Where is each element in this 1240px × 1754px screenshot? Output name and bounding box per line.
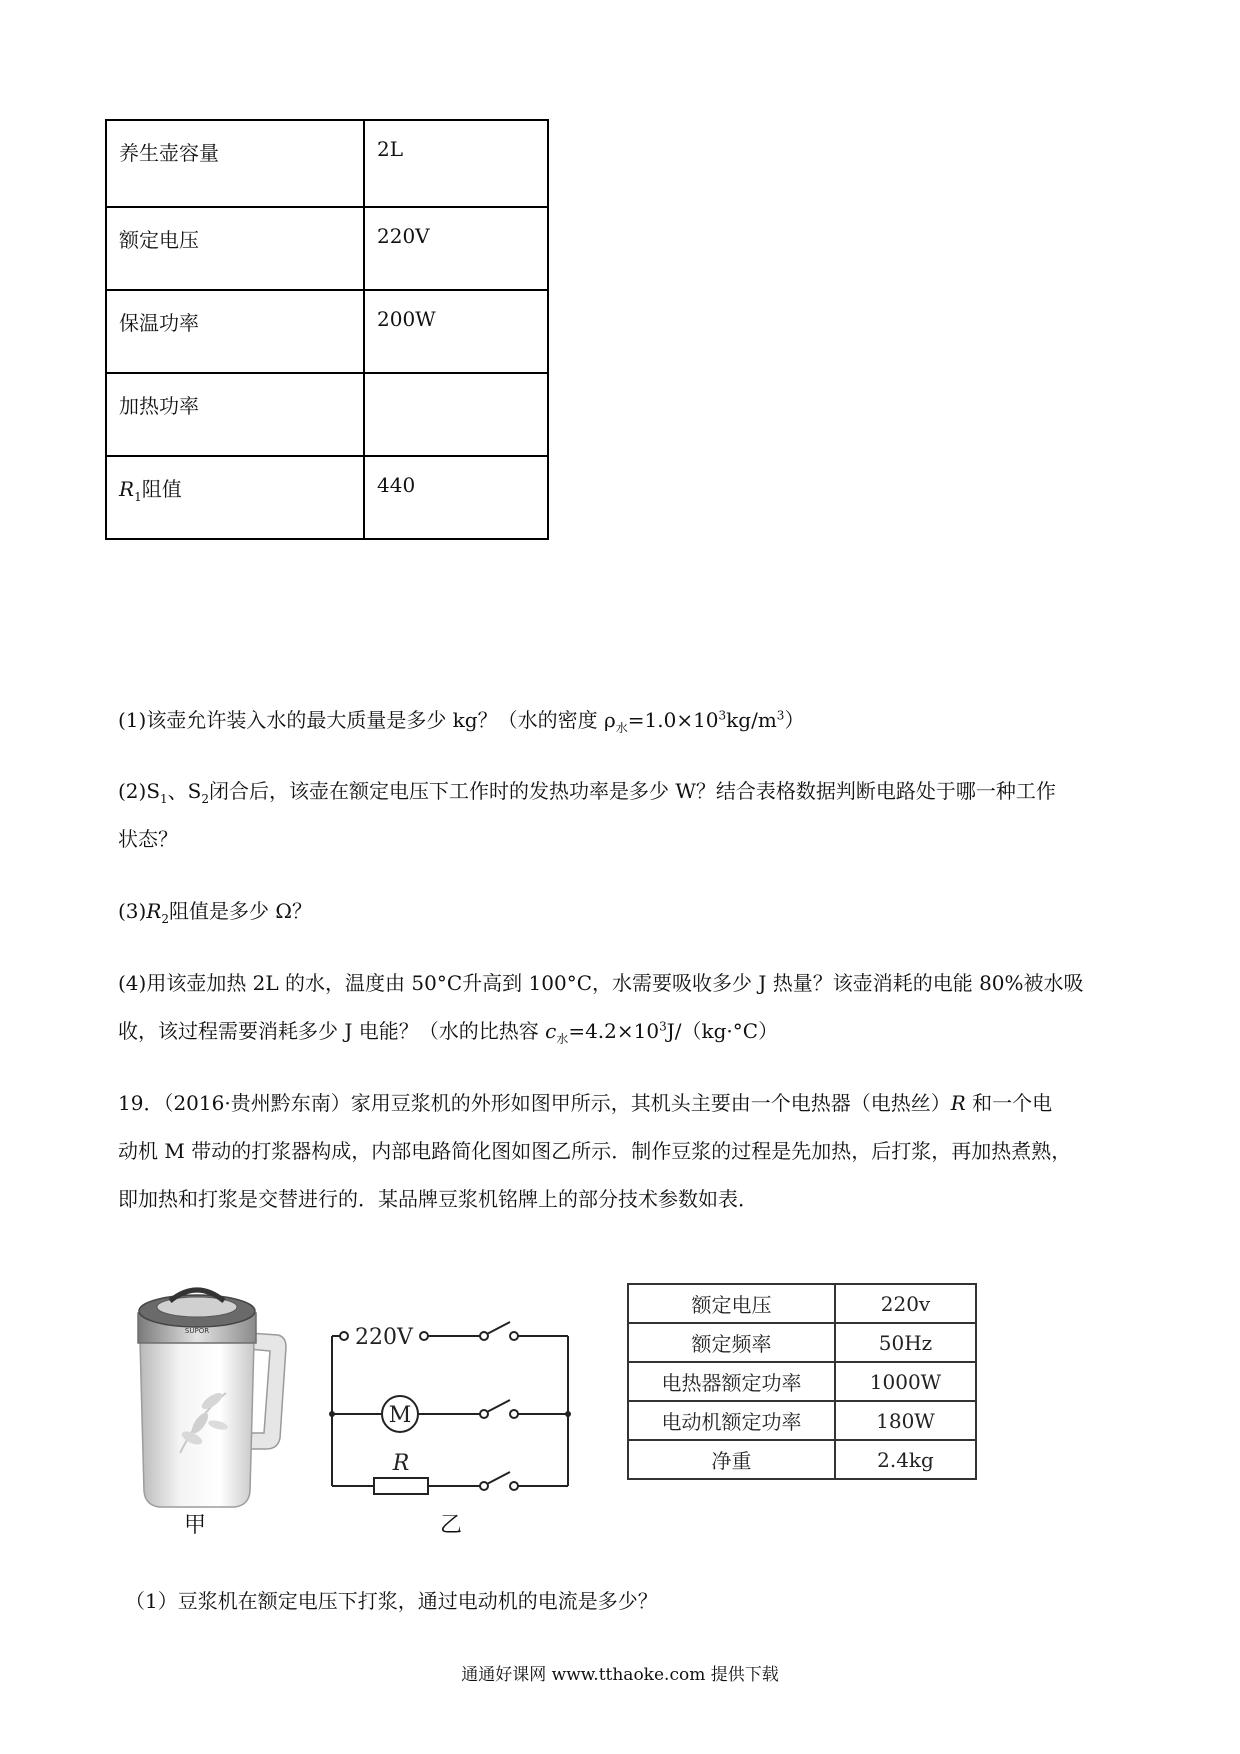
soymilk-machine-image xyxy=(130,1283,290,1513)
spec-value: 440 xyxy=(364,456,548,539)
spec-label: 保温功率 xyxy=(106,290,364,373)
question-4-line-1: (4)用该壶加热 2L 的水，温度由 50°C升高到 100°C，水需要吸收多少 J 热量？该壶消耗的电能 80%被水吸 xyxy=(118,971,1084,995)
parameter-table xyxy=(627,1283,977,1480)
spec-label: 养生壶容量 xyxy=(106,120,364,207)
variable: R xyxy=(146,899,162,923)
question-4-line-2 xyxy=(118,1017,778,1045)
circuit-diagram xyxy=(320,1300,580,1500)
caption-jia: 甲 xyxy=(184,1513,207,1538)
variable: R xyxy=(950,1091,966,1115)
spec-label xyxy=(106,456,364,539)
q4-text: J/（kg·°C） xyxy=(666,1019,779,1043)
spec-label: 额定电压 xyxy=(106,207,364,290)
table-row xyxy=(628,1440,976,1479)
q19-text: 和一个电 xyxy=(965,1091,1053,1115)
param-label: 额定频率 xyxy=(628,1323,835,1362)
question-19-line-3: 即加热和打浆是交替进行的．某品牌豆浆机铭牌上的部分技术参数如表． xyxy=(118,1187,758,1211)
superscript: 3 xyxy=(776,708,785,723)
resistor-label: R xyxy=(392,1451,410,1476)
variable: R xyxy=(119,477,135,501)
table-row xyxy=(628,1362,976,1401)
param-label: 额定电压 xyxy=(628,1284,835,1323)
param-value: 2.4kg xyxy=(835,1440,976,1479)
variable: c xyxy=(545,1019,557,1043)
spec-value: 2L xyxy=(364,120,548,207)
voltage-label: 220V xyxy=(355,1325,413,1350)
q4-text: 收，该过程需要消耗多少 J 电能？（水的比热容 xyxy=(118,1019,546,1043)
motor-label: M xyxy=(388,1403,412,1428)
q3-text: (3) xyxy=(118,899,147,923)
q1-text: kg/m xyxy=(726,708,777,732)
subscript: 1 xyxy=(160,792,168,806)
spec-label-text: 阻值 xyxy=(141,477,182,501)
q3-text: 阻值是多少 Ω？ xyxy=(169,899,312,923)
table-row xyxy=(106,456,548,539)
param-label: 电动机额定功率 xyxy=(628,1401,835,1440)
q4-text: =4.2×10 xyxy=(568,1019,660,1043)
table-row xyxy=(106,207,548,290)
subscript: 水 xyxy=(556,1032,569,1046)
subscript: 2 xyxy=(161,912,170,926)
spec-value xyxy=(364,373,548,456)
param-label: 电热器额定功率 xyxy=(628,1362,835,1401)
q1-text: (1)该壶允许装入水的最大质量是多少 kg？（水的密度 ρ xyxy=(118,708,616,732)
superscript: 3 xyxy=(718,708,727,723)
param-value: 180W xyxy=(835,1401,976,1440)
q2-text: 闭合后，该壶在额定电压下工作时的发热功率是多少 W？结合表格数据判断电路处于哪一种工作 xyxy=(209,779,1056,803)
question-3 xyxy=(118,897,312,925)
superscript: 3 xyxy=(659,1019,667,1034)
param-value: 50Hz xyxy=(835,1323,976,1362)
table-row xyxy=(628,1401,976,1440)
spec-label: 加热功率 xyxy=(106,373,364,456)
question-2-line-1 xyxy=(118,777,1056,805)
subscript: 水 xyxy=(615,721,628,735)
table-row xyxy=(106,120,548,207)
q1-text: =1.0×10 xyxy=(627,708,719,732)
q2-text: 、S xyxy=(167,779,202,803)
brand-label: SUPOR xyxy=(184,1327,210,1335)
param-label: 净重 xyxy=(628,1440,835,1479)
subscript: 2 xyxy=(201,792,210,806)
spec-value: 220V xyxy=(364,207,548,290)
param-value: 1000W xyxy=(835,1362,976,1401)
table-row xyxy=(628,1284,976,1323)
question-2-line-2: 状态？ xyxy=(118,827,178,851)
q1-text: ） xyxy=(784,708,805,732)
page-footer: 通通好课网 www.tthaoke.com 提供下载 xyxy=(461,1665,779,1685)
subscript: 1 xyxy=(134,490,142,504)
table-row xyxy=(106,373,548,456)
question-1 xyxy=(118,706,804,734)
question-19-1: （1）豆浆机在额定电压下打浆，通过电动机的电流是多少？ xyxy=(125,1589,658,1613)
question-19-line-1 xyxy=(118,1089,1052,1117)
param-value: 220v xyxy=(835,1284,976,1323)
caption-yi: 乙 xyxy=(440,1513,463,1538)
table-row xyxy=(106,290,548,373)
q19-text: 19．（2016·贵州黔东南）家用豆浆机的外形如图甲所示，其机头主要由一个电热器（电热丝） xyxy=(118,1091,951,1115)
spec-table xyxy=(105,119,549,540)
q2-text: (2)S xyxy=(118,779,161,803)
question-19-line-2: 动机 M 带动的打浆器构成，内部电路简化图如图乙所示．制作豆浆的过程是先加热，后打浆，再加热煮熟， xyxy=(118,1139,1072,1163)
table-row xyxy=(628,1323,976,1362)
spec-value: 200W xyxy=(364,290,548,373)
